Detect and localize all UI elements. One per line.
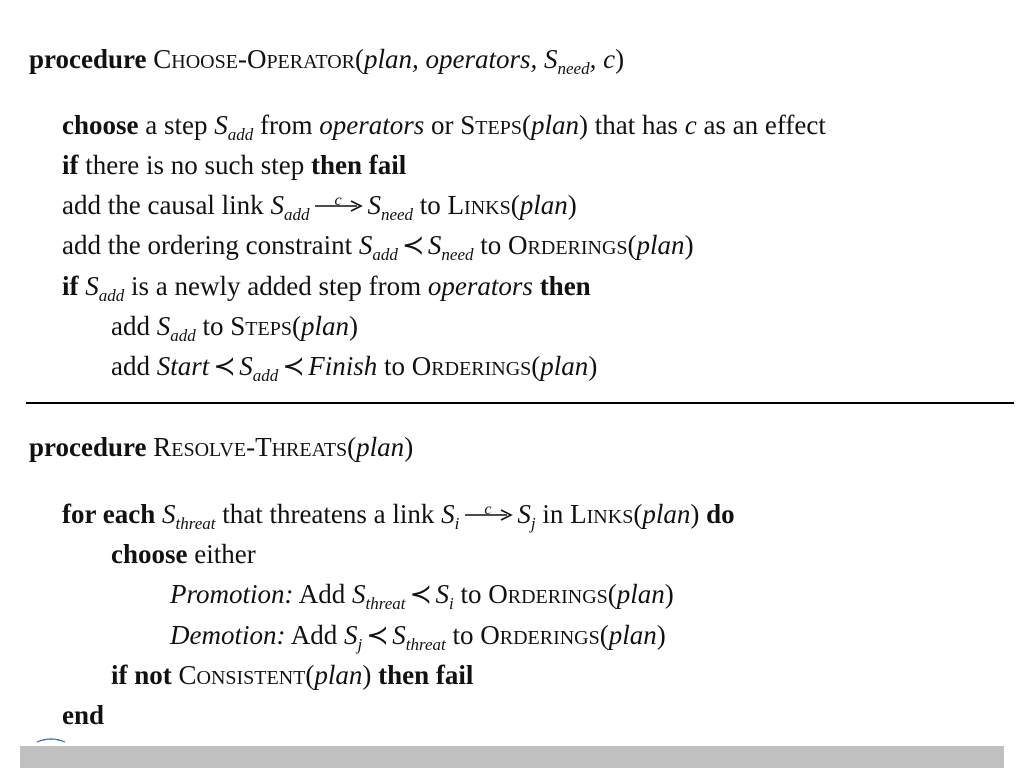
causal-link-arrow-icon: c xyxy=(313,188,363,222)
section-divider xyxy=(26,402,1014,404)
precedes-symbol: ≺ xyxy=(282,351,305,381)
resolve-threats-line-demotion: Demotion: Add $S_j$ ≺ $S_{threat}$ to ORDERINGS(plan) xyxy=(170,620,666,654)
resolve-threats-line-choose-either: choose either xyxy=(111,539,256,569)
precedes-symbol: ≺ xyxy=(213,351,236,381)
resolve-threats-line-for-each: for each $S_{threat}$ that threatens a link $S_i$ c $S_j$ in LINKS(plan) do xyxy=(62,499,735,533)
choose-operator-header: procedure CHOOSE-OPERATOR(plan, operators, $S_{need}$, c) xyxy=(29,44,625,78)
resolve-threats-header: procedure RESOLVE-THREATS(plan) xyxy=(29,432,414,462)
choose-operator-line-choose-step: choose a step $S_{add}$ from operators or STEPS(plan) that has c as an effect xyxy=(62,110,826,144)
causal-link-arrow-icon: c xyxy=(463,497,513,531)
choose-operator-line-ordering-constraint: add the ordering constraint $S_{add}$ ≺ $S_{need}$ to ORDERINGS(plan) xyxy=(62,230,694,264)
choose-operator-line-fail: if there is no such step then fail xyxy=(62,150,407,180)
resolve-threats-line-consistent: if not CONSISTENT(plan) then fail xyxy=(111,660,474,690)
choose-operator-line-causal-link: add the causal link $S_{add}$ c $S_{need}$ to LINKS(plan) xyxy=(62,190,577,224)
choose-operator-line-new-step: if $S_{add}$ is a newly added step from operators then xyxy=(62,271,591,305)
precedes-symbol: ≺ xyxy=(409,579,433,609)
choose-operator-line-add-orderings: add Start ≺ $S_{add}$ ≺ Finish to ORDERINGS(plan) xyxy=(111,351,598,385)
choose-operator-line-add-step: add $S_{add}$ to STEPS(plan) xyxy=(111,311,358,345)
resolve-threats-line-end: end xyxy=(62,700,105,730)
precedes-symbol: ≺ xyxy=(401,230,425,260)
footer-bar xyxy=(20,746,1004,768)
precedes-symbol: ≺ xyxy=(366,620,389,650)
resolve-threats-line-promotion: Promotion: Add $S_{threat}$ ≺ $S_i$ to ORDERINGS(plan) xyxy=(170,579,674,613)
footer-logo-icon xyxy=(36,736,66,744)
